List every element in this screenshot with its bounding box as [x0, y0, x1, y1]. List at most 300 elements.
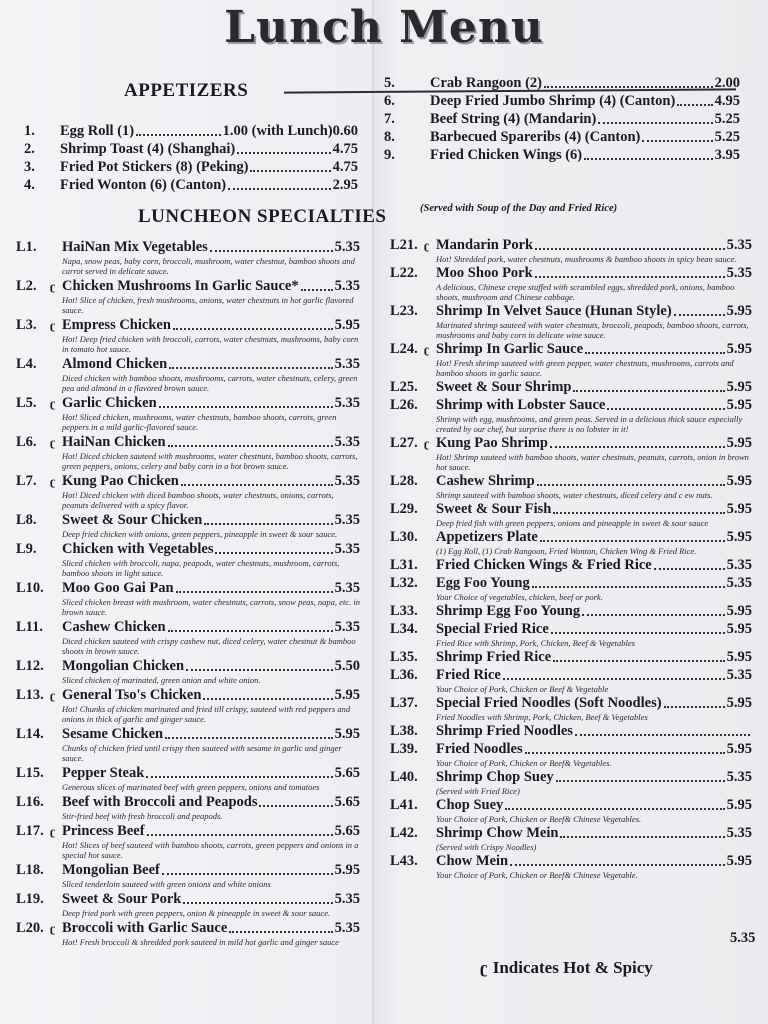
item-description: Diced chicken sauteed with crispy cashew nut, diced celery, water chestnut & bamboo shoots in brown sauce.	[62, 636, 356, 656]
item-price: 5.95	[726, 435, 752, 451]
item-name: Pepper Steak	[62, 765, 145, 781]
menu-item-row	[16, 511, 360, 529]
menu-item	[390, 620, 752, 648]
item-name: Shrimp Egg Foo Young	[436, 603, 581, 619]
menu-item-row	[384, 146, 740, 164]
item-price: 5.95	[334, 317, 360, 333]
item-price: 5.65	[334, 823, 360, 839]
menu-item-row	[390, 434, 752, 452]
item-price: 5.95	[726, 341, 752, 357]
dot-leader	[181, 484, 333, 486]
item-name: Princess Beef	[62, 823, 145, 839]
item-number: L41.	[390, 797, 418, 813]
menu-item	[16, 579, 360, 617]
dot-leader	[176, 591, 333, 593]
hot-spicy-icon: ʗ	[50, 824, 56, 838]
menu-item-row	[16, 919, 360, 937]
menu-item-row	[384, 74, 740, 92]
dot-leader	[553, 660, 724, 662]
item-name: Shrimp Chow Mein	[436, 825, 559, 841]
item-name: Cashew Shrimp	[436, 473, 535, 489]
menu-item	[384, 74, 740, 92]
hot-spicy-icon: ʗ	[50, 318, 56, 332]
menu-item	[390, 500, 752, 528]
hot-spicy-icon: ʗ	[50, 688, 56, 702]
item-number: L4.	[16, 356, 37, 372]
item-price: 5.95	[726, 741, 752, 757]
item-number: L22.	[390, 265, 418, 281]
menu-item	[390, 302, 752, 340]
item-number: 4.	[24, 177, 35, 193]
item-number: L31.	[390, 557, 418, 573]
menu-item	[390, 740, 752, 768]
item-price: 4.95	[714, 93, 740, 109]
item-price: 4.75	[332, 159, 358, 175]
item-price: 5.35	[334, 619, 360, 635]
hot-spicy-icon: ʗ	[50, 921, 56, 935]
menu-item	[390, 852, 752, 880]
item-name: Deep Fried Jumbo Shrimp (4) (Canton)	[430, 93, 676, 109]
item-name: Sweet & Sour Fish	[436, 501, 552, 517]
item-price: 5.95	[726, 695, 752, 711]
menu-item	[390, 340, 752, 378]
item-price: 5.95	[726, 797, 752, 813]
item-name: Chop Suey	[436, 797, 504, 813]
item-number: L42.	[390, 825, 418, 841]
item-name: Special Fried Rice	[436, 621, 549, 637]
item-description: Deep fried pork with green peppers, onion & pineapple in sweet & sour sauce.	[62, 908, 331, 918]
item-description: Hot! Sliced chicken, mushrooms, water chestnuts, bamboo shoots, carrots, green peppers in a mild garlic-flavored sauce.	[62, 412, 337, 432]
item-price: 5.95	[726, 397, 752, 413]
dot-leader	[183, 902, 332, 904]
menu-item-row	[390, 378, 752, 396]
item-price: 5.65	[334, 765, 360, 781]
dot-leader	[169, 367, 332, 369]
item-price: 5.25	[714, 111, 740, 127]
item-number: 1.	[24, 123, 35, 139]
dot-leader	[585, 352, 725, 354]
item-number: L8.	[16, 512, 37, 528]
menu-item	[16, 511, 360, 539]
dot-leader	[203, 698, 332, 700]
dot-leader	[560, 836, 724, 838]
item-price: 5.65	[334, 794, 360, 810]
menu-item-row	[16, 657, 360, 675]
item-price: 5.35	[334, 920, 360, 936]
item-number: L13.	[16, 687, 44, 703]
item-description: Hot! Diced chicken sauteed with mushrooms, water chestnuts, bamboo shoots, carrots, green peppers, onions, celery and baby corn in a hot brown sauce.	[62, 451, 358, 471]
hot-spicy-icon: ʗ	[50, 279, 56, 293]
item-name: Crab Rangoon (2)	[430, 75, 542, 91]
menu-item	[390, 396, 752, 434]
item-name: Special Fried Noodles (Soft Noodles)	[436, 695, 662, 711]
item-name: Empress Chicken	[62, 317, 171, 333]
menu-item-row	[16, 472, 360, 490]
hot-spicy-legend	[480, 958, 653, 978]
dot-leader	[525, 752, 725, 754]
menu-item	[390, 666, 752, 694]
dot-leader	[550, 446, 725, 448]
item-description: Hot! Fresh broccoli & shredded pork sauteed in mild hot garlic and ginger sauce	[62, 937, 339, 947]
appetizers-left-list	[4, 122, 358, 194]
item-name: Beef String (4) (Mandarin)	[430, 111, 597, 127]
item-description: Shrimp sauteed with bamboo shoots, water chestnuts, diced celery and c ew nuts.	[436, 490, 713, 500]
dot-leader	[229, 931, 332, 933]
item-description: Hot! Fresh shrimp sauteed with green pepper, water chestnuts, mushrooms, carrots and bamboo shoots in garlic sauce.	[436, 358, 734, 378]
item-description: Sliced chicken of marinated, green onion and white onion.	[62, 675, 261, 685]
dot-leader	[598, 122, 712, 124]
dot-leader	[503, 678, 725, 680]
menu-item-row	[384, 128, 740, 146]
dot-leader	[168, 445, 333, 447]
menu-item	[16, 618, 360, 656]
item-price: 5.35	[334, 541, 360, 557]
dot-leader	[664, 706, 725, 708]
item-price: 5.95	[726, 379, 752, 395]
item-price: 5.95	[726, 303, 752, 319]
menu-item-row	[390, 236, 752, 254]
item-name: Mandarin Pork	[436, 237, 534, 253]
item-name: Broccoli with Garlic Sauce	[62, 920, 228, 936]
menu-item-row	[390, 620, 752, 638]
item-price: 5.35	[334, 512, 360, 528]
item-price: 5.35	[726, 667, 752, 683]
menu-title: Lunch Menu	[224, 2, 544, 53]
menu-item-row	[4, 176, 358, 194]
item-description: Deep fried chicken with onions, green peppers, pineapple in sweet & sour sauce.	[62, 529, 338, 539]
item-name: Fried Noodles	[436, 741, 523, 757]
item-number: L21.	[390, 237, 418, 253]
item-name: Fried Chicken Wings (6)	[430, 147, 583, 163]
item-number: L27.	[390, 435, 418, 451]
item-name: Fried Rice	[436, 667, 501, 683]
item-description: (1) Egg Roll, (1) Crab Rangoon, Fried Wonton, Chicken Wing & Fried Rice.	[436, 546, 697, 556]
item-price: 5.95	[726, 473, 752, 489]
menu-item	[384, 128, 740, 146]
menu-item-row	[16, 540, 360, 558]
hot-spicy-icon: ʗ	[424, 342, 430, 356]
item-name: General Tso's Chicken	[62, 687, 202, 703]
item-price: 5.95	[726, 501, 752, 517]
dot-leader	[556, 780, 725, 782]
menu-item-row	[4, 122, 358, 140]
item-name: Fried Chicken Wings & Fried Rice	[436, 557, 652, 573]
specialties-left-list	[16, 238, 360, 948]
item-price: 5.95	[726, 649, 752, 665]
menu-item	[16, 725, 360, 763]
menu-item	[16, 919, 360, 947]
menu-item	[390, 264, 752, 302]
item-number: L9.	[16, 541, 37, 557]
item-name: Kung Pao Chicken	[62, 473, 179, 489]
dot-leader	[146, 776, 332, 778]
item-description: Shrimp with egg, mushrooms, and green peas. Served in a delicious thick sauce especially created by our chef, but surprise there is no lobster in it!	[436, 414, 743, 434]
dot-leader	[505, 808, 724, 810]
menu-item	[390, 722, 752, 740]
item-price: 3.95	[714, 147, 740, 163]
item-price: 5.50	[334, 658, 360, 674]
menu-item-row	[390, 648, 752, 666]
dot-leader	[259, 805, 332, 807]
item-description: Your Choice of Pork, Chicken or Beef& Chinese Vegetable.	[436, 870, 638, 880]
item-description: Sliced chicken with broccoli, napa, peapods, water chestnuts, mushroom, carrots, bamboo shoots in light sauce.	[62, 558, 340, 578]
menu-item-row	[16, 686, 360, 704]
specialties-heading: LUNCHEON SPECIALTIES	[138, 206, 387, 227]
menu-item	[16, 861, 360, 889]
item-description: Hot! Chunks of chicken marinated and fried till crispy, sauteed with red peppers and onions in thick of garlic and ginger sauce.	[62, 704, 351, 724]
menu-item	[16, 277, 360, 315]
item-name: Barbecued Spareribs (4) (Canton)	[430, 129, 641, 145]
dot-leader	[237, 152, 330, 154]
item-number: 5.	[384, 75, 395, 91]
menu-item	[390, 796, 752, 824]
item-name: Fried Pot Stickers (8) (Peking)	[60, 159, 249, 175]
item-price: 5.35	[334, 434, 360, 450]
menu-item	[390, 378, 752, 396]
item-name: Appetizers Plate	[436, 529, 538, 545]
item-price: 5.35	[334, 278, 360, 294]
item-number: L19.	[16, 891, 44, 907]
menu-item-row	[390, 824, 752, 842]
menu-item-row	[390, 500, 752, 518]
item-number: L39.	[390, 741, 418, 757]
item-description: Hot! Diced chicken with diced bamboo shoots, water chestnuts, onions, carrots, peanuts delivered with a spicy flavor.	[62, 490, 334, 510]
item-number: L3.	[16, 317, 37, 333]
item-name: Shrimp with Lobster Sauce	[436, 397, 606, 413]
item-name: Beef with Broccoli and Peapods	[62, 794, 258, 810]
dot-leader	[162, 873, 333, 875]
item-name: Shrimp Fried Rice	[436, 649, 552, 665]
menu-item	[16, 316, 360, 354]
dot-leader	[136, 134, 221, 136]
dot-leader	[553, 512, 724, 514]
item-number: L32.	[390, 575, 418, 591]
menu-item	[390, 648, 752, 666]
dot-leader	[204, 523, 332, 525]
item-price: 5.35	[334, 580, 360, 596]
item-number: L30.	[390, 529, 418, 545]
item-number: L17.	[16, 823, 44, 839]
menu-item	[16, 394, 360, 432]
menu-item	[390, 236, 752, 264]
menu-item-row	[390, 602, 752, 620]
item-number: 2.	[24, 141, 35, 157]
hot-spicy-icon: ʗ	[424, 436, 430, 450]
menu-item	[4, 140, 358, 158]
item-name: Shrimp Fried Noodles	[436, 723, 573, 739]
menu-item-row	[390, 302, 752, 320]
menu-item	[16, 686, 360, 724]
menu-item-row	[16, 890, 360, 908]
menu-item	[16, 238, 360, 276]
menu-item	[16, 890, 360, 918]
appetizers-right-list	[384, 74, 740, 164]
item-price: 5.95	[726, 621, 752, 637]
dot-leader	[168, 630, 333, 632]
item-price: 5.35	[334, 473, 360, 489]
menu-item	[384, 110, 740, 128]
hot-spicy-icon: ʗ	[50, 396, 56, 410]
menu-item-row	[390, 694, 752, 712]
menu-item-row	[390, 528, 752, 546]
menu-item	[390, 472, 752, 500]
menu-item-row	[16, 394, 360, 412]
item-description: Your Choice of Pork, Chicken or Beef & Vegetable	[436, 684, 609, 694]
menu-item	[16, 764, 360, 792]
dot-leader	[642, 140, 712, 142]
menu-item-row	[390, 264, 752, 282]
menu-item-row	[16, 277, 360, 295]
dot-leader	[584, 158, 712, 160]
item-name: Sweet & Sour Shrimp	[436, 379, 572, 395]
item-description: Fried Noodles with Shrimp, Pork, Chicken, Beef & Vegetables	[436, 712, 648, 722]
item-description: Deep fried fish with green peppers, onions and pineapple in sweet & sour sauce	[436, 518, 709, 528]
menu-item-row	[16, 238, 360, 256]
item-name: Shrimp In Velvet Sauce (Hunan Style)	[436, 303, 672, 319]
dot-leader	[159, 406, 333, 408]
item-number: 3.	[24, 159, 35, 175]
item-name: Egg Roll (1)	[60, 123, 135, 139]
item-number: L5.	[16, 395, 37, 411]
dot-leader	[228, 188, 331, 190]
item-description: Generous slices of marinated beef with green peppers, onions and tomatoes	[62, 782, 320, 792]
item-description: Diced chicken with bamboo shoots, mushrooms, carrots, water chestnuts, celery, green pea and almond in a flavored brown sauce.	[62, 373, 358, 393]
item-description: Your Choice of Pork, Chicken or Beef& Chinese Vegetables.	[436, 814, 642, 824]
item-price: 5.35	[726, 575, 752, 591]
item-number: L40.	[390, 769, 418, 785]
item-name: Chow Mein	[436, 853, 509, 869]
page-fold	[372, 0, 374, 1024]
dot-leader	[301, 289, 333, 291]
item-name: Sesame Chicken	[62, 726, 164, 742]
item-description: A delicious, Chinese crepe stuffed with scrambled eggs, shredded pork, onions, bamboo shoots, mushroom and Chinese cabbage.	[436, 282, 735, 302]
menu-item-row	[390, 472, 752, 490]
item-description: Hot! Shrimp sauteed with bamboo shoots, water chestnuts, peanuts, carrots, onion in brown hot sauce.	[436, 452, 749, 472]
item-number: L14.	[16, 726, 44, 742]
dot-leader	[537, 484, 725, 486]
item-number: L1.	[16, 239, 37, 255]
menu-item	[16, 657, 360, 685]
specialties-note: (Served with Soup of the Day and Fried Rice)	[420, 203, 618, 214]
menu-item-row	[4, 140, 358, 158]
item-description: Hot! Slices of beef sauteed with bamboo shoots, carrots, green peppers and onions in a special hot sauce.	[62, 840, 359, 860]
menu-item-row	[384, 110, 740, 128]
item-name: HaiNan Chicken	[62, 434, 166, 450]
item-description: Hot! Shredded pork, water chestnuts, mushrooms & bamboo shoots in spicy bean sauce.	[436, 254, 737, 264]
dot-leader	[532, 586, 725, 588]
dot-leader	[575, 734, 750, 736]
item-name: Shrimp In Garlic Sauce	[436, 341, 584, 357]
item-name: Sweet & Sour Pork	[62, 891, 182, 907]
hot-spicy-icon: ʗ	[50, 435, 56, 449]
menu-item	[16, 793, 360, 821]
menu-item-row	[390, 796, 752, 814]
dot-leader	[551, 632, 725, 634]
menu-item-row	[390, 574, 752, 592]
menu-item-row	[390, 740, 752, 758]
dot-leader	[250, 170, 330, 172]
menu-item	[390, 602, 752, 620]
item-price: 5.95	[334, 726, 360, 742]
menu-item	[384, 92, 740, 110]
menu-item	[4, 176, 358, 194]
item-number: 8.	[384, 129, 395, 145]
dot-leader	[173, 328, 333, 330]
dot-leader	[186, 669, 333, 671]
item-price: 5.35	[726, 825, 752, 841]
item-price: 2.95	[332, 177, 358, 193]
dot-leader	[535, 248, 725, 250]
dot-leader	[544, 86, 713, 88]
item-number: L6.	[16, 434, 37, 450]
menu-item	[4, 158, 358, 176]
menu-item-row	[16, 793, 360, 811]
item-price: 5.95	[334, 862, 360, 878]
dot-leader	[677, 104, 712, 106]
dot-leader	[573, 390, 724, 392]
menu-item-row	[16, 822, 360, 840]
item-price: 5.35	[334, 891, 360, 907]
item-number: L2.	[16, 278, 37, 294]
menu-item-row	[16, 579, 360, 597]
item-number: L25.	[390, 379, 418, 395]
specialties-right-list	[390, 236, 752, 880]
item-price: 5.35	[334, 356, 360, 372]
item-name: Cashew Chicken	[62, 619, 166, 635]
item-name: Sweet & Sour Chicken	[62, 512, 203, 528]
item-price: 5.35	[726, 557, 752, 573]
item-name: Moo Shoo Pork	[436, 265, 533, 281]
item-number: L10.	[16, 580, 44, 596]
menu-item	[16, 822, 360, 860]
item-description: Marinated shrimp sauteed with water chestnuts, broccoli, peapods, bamboo shoots, carrots, mushrooms and baby corn in delicate wine sauce.	[436, 320, 749, 340]
menu-item-row	[384, 92, 740, 110]
dot-leader	[674, 314, 725, 316]
item-name: Chicken Mushrooms In Garlic Sauce*	[62, 278, 299, 294]
item-price: 4.75	[332, 141, 358, 157]
item-number: 7.	[384, 111, 395, 127]
dot-leader	[215, 552, 332, 554]
menu-item	[16, 472, 360, 510]
menu-item	[4, 122, 358, 140]
menu-item	[16, 433, 360, 471]
dot-leader	[540, 540, 725, 542]
menu-item-row	[390, 396, 752, 414]
hot-spicy-legend-text: Indicates Hot & Spicy	[492, 958, 653, 977]
item-name: Mongolian Chicken	[62, 658, 185, 674]
dot-leader	[607, 408, 724, 410]
item-description: (Served with Fried Rice)	[436, 786, 520, 796]
item-number: L12.	[16, 658, 44, 674]
dot-leader	[654, 568, 725, 570]
item-number: L29.	[390, 501, 418, 517]
item-name: Chicken with Vegetables	[62, 541, 214, 557]
menu-item	[390, 694, 752, 722]
item-name: Egg Foo Young	[436, 575, 530, 591]
item-price: 5.95	[726, 853, 752, 869]
item-price: 5.95	[726, 603, 752, 619]
appetizers-heading: APPETIZERS	[124, 80, 249, 101]
item-number: L20.	[16, 920, 44, 936]
menu-item-row	[390, 768, 752, 786]
menu-item	[390, 434, 752, 472]
menu-item	[384, 146, 740, 164]
menu-item-row	[390, 556, 752, 574]
menu-item-row	[16, 355, 360, 373]
item-number: L11.	[16, 619, 43, 635]
item-price: 5.25	[714, 129, 740, 145]
item-description: Your Choice of Pork, Chicken or Beef& Vegetables.	[436, 758, 612, 768]
